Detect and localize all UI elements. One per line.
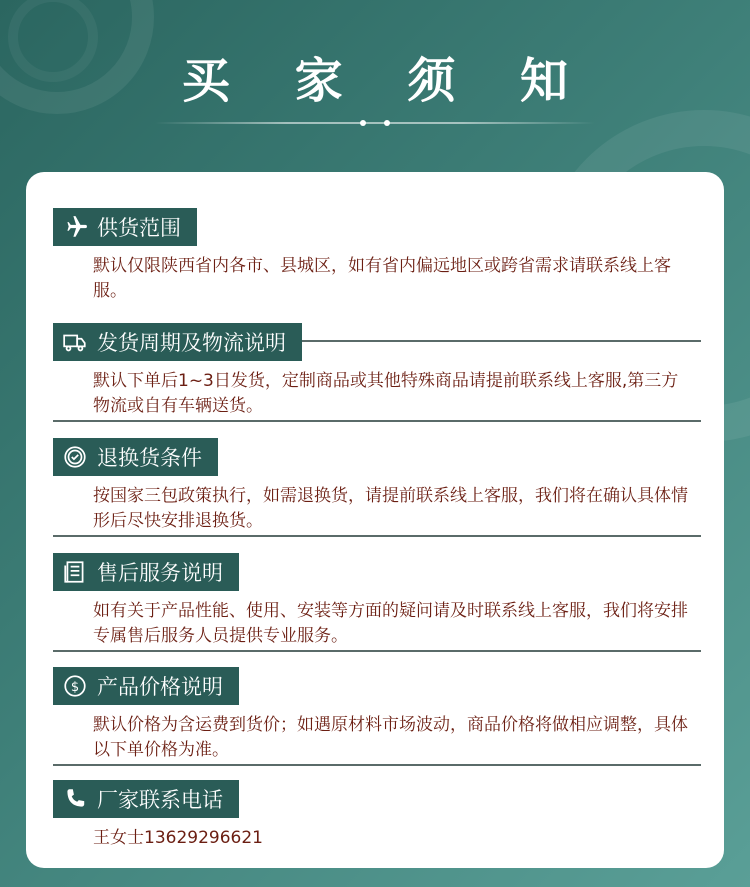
- section-title: 供货范围: [97, 216, 181, 240]
- section-tag: [53, 553, 239, 591]
- section-tag: [53, 438, 218, 476]
- title-underline: [155, 122, 595, 124]
- section-divider: [53, 420, 701, 422]
- section-text: 按国家三包政策执行，如需退换货，请提前联系线上客服，我们将在确认具体情形后尽快安排退换货。: [93, 486, 688, 531]
- section-text: 默认价格为含运费到货价；如遇原材料市场波动，商品价格将做相应调整，具体以下单价格为准。: [93, 715, 688, 760]
- section-title: 退换货条件: [97, 446, 202, 470]
- phone-icon: [53, 780, 97, 818]
- section-title: 售后服务说明: [97, 561, 223, 585]
- section-tag: [53, 323, 302, 361]
- section-text: 默认下单后1~3日发货，定制商品或其他特殊商品请提前联系线上客服,第三方物流或自有车辆送货。: [93, 371, 679, 416]
- section-tag: [53, 208, 197, 246]
- section-text: 如有关于产品性能、使用、安装等方面的疑问请及时联系线上客服，我们将安排专属售后服务人员提供专业服务。: [93, 601, 688, 646]
- section-tag: [53, 667, 239, 705]
- title-dot: [384, 120, 390, 126]
- notice-card: [26, 172, 724, 868]
- section-title: 发货周期及物流说明: [97, 331, 286, 355]
- section-divider: [53, 535, 701, 537]
- airplane-icon: [53, 208, 97, 246]
- check-badge-icon: [53, 438, 97, 476]
- section-divider: [53, 650, 701, 652]
- section-title: 产品价格说明: [97, 675, 223, 699]
- dollar-icon: [53, 667, 97, 705]
- contact-phone: 王女士13629296621: [93, 828, 263, 848]
- title-dot: [360, 120, 366, 126]
- section-tag: [53, 780, 239, 818]
- truck-icon: [53, 323, 97, 361]
- section-divider: [53, 764, 701, 766]
- page-title: 买 家 须 知: [181, 53, 593, 109]
- svg-text:$: $: [70, 679, 80, 695]
- section-text: 默认仅限陕西省内各市、县城区，如有省内偏远地区或跨省需求请联系线上客服。: [93, 256, 671, 301]
- section-title: 厂家联系电话: [97, 788, 223, 812]
- document-icon: [53, 553, 97, 591]
